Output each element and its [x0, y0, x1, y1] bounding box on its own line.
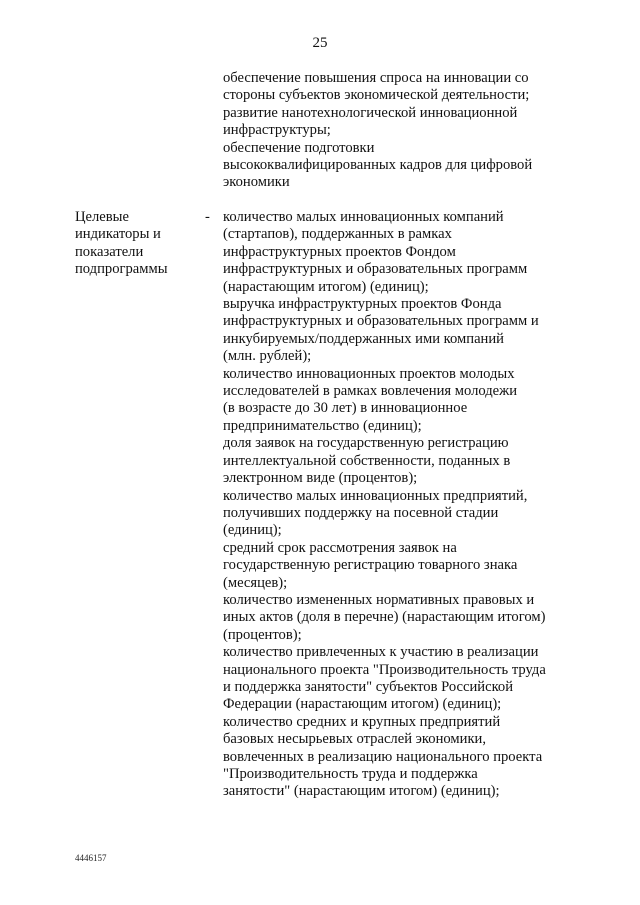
text-line: исследователей в рамках вовлечения молодежи	[223, 383, 518, 400]
text-line: Федерации (нарастающим итогом) (единиц);	[223, 696, 502, 713]
text-line: (процентов);	[223, 626, 302, 643]
text-line: количество малых инновационных предприятий,	[223, 487, 528, 504]
text-line: национального проекта "Производительность труда	[223, 661, 546, 678]
label-line: показатели	[75, 243, 144, 260]
indicators-row-content	[223, 209, 608, 801]
indicators-row-label	[75, 209, 195, 279]
text-line: получивших поддержку на посевной стадии	[223, 504, 499, 521]
text-line: "Производительность труда и поддержка	[223, 766, 478, 782]
text-line: количество измененных нормативных правовых и	[223, 591, 535, 608]
text-line: занятости" (нарастающим итогом) (единиц);	[223, 783, 500, 800]
document-code: 4446157	[75, 853, 107, 863]
text-line: базовых несырьевых отраслей экономики,	[223, 731, 486, 748]
text-line: средний срок рассмотрения заявок на	[223, 539, 457, 556]
text-line: количество инновационных проектов молодых	[223, 365, 515, 382]
text-line: стороны субъектов экономической деятельности;	[223, 87, 530, 104]
text-line: государственную регистрацию товарного знака	[223, 557, 518, 574]
text-line: (стартапов), поддержанных в рамках	[223, 226, 452, 243]
text-line: иных актов (доля в перечне) (нарастающим итогом)	[223, 609, 546, 626]
text-line: обеспечение подготовки	[223, 139, 375, 156]
text-line: доля заявок на государственную регистрацию	[223, 435, 509, 452]
text-line: (месяцев);	[223, 574, 288, 591]
label-line: индикаторы и	[75, 226, 161, 243]
text-line: выручка инфраструктурных проектов Фонда	[223, 296, 502, 313]
text-line: электронном виде (процентов);	[223, 470, 418, 487]
text-line: вовлеченных в реализацию национального проекта	[223, 748, 543, 765]
text-line: количество средних и крупных предприятий	[223, 713, 501, 730]
text-line: (млн. рублей);	[223, 348, 312, 365]
text-line: инфраструктурных проектов Фондом	[223, 243, 456, 260]
text-line: (единиц);	[223, 522, 282, 539]
text-line: количество привлеченных к участию в реализации	[223, 644, 539, 661]
text-line: (в возрасте до 30 лет) в инновационное	[223, 400, 468, 417]
text-line: инфраструктурных и образовательных программ	[223, 261, 528, 278]
label-line: Целевые	[75, 209, 129, 225]
indicators-row-dash: -	[205, 209, 210, 225]
text-line: инфраструктуры;	[223, 122, 331, 139]
goals-continuation-block	[223, 70, 603, 192]
label-line: подпрограммы	[75, 261, 168, 278]
text-line: инфраструктурных и образовательных программ и	[223, 313, 539, 330]
text-line: высококвалифицированных кадров для цифровой	[223, 157, 533, 174]
page-number: 25	[312, 35, 328, 51]
text-line: экономики	[223, 174, 290, 191]
text-line: предпринимательство (единиц);	[223, 417, 422, 434]
text-line: количество малых инновационных компаний	[223, 209, 504, 225]
text-line: (нарастающим итогом) (единиц);	[223, 278, 429, 295]
text-line: развитие нанотехнологической инновационной	[223, 104, 518, 121]
text-line: обеспечение повышения спроса на инновации со	[223, 70, 529, 86]
text-line: и поддержка занятости" субъектов Российской	[223, 678, 514, 695]
text-line: инкубируемых/поддержанных ими компаний	[223, 330, 504, 347]
text-line: интеллектуальной собственности, поданных в	[223, 452, 511, 469]
